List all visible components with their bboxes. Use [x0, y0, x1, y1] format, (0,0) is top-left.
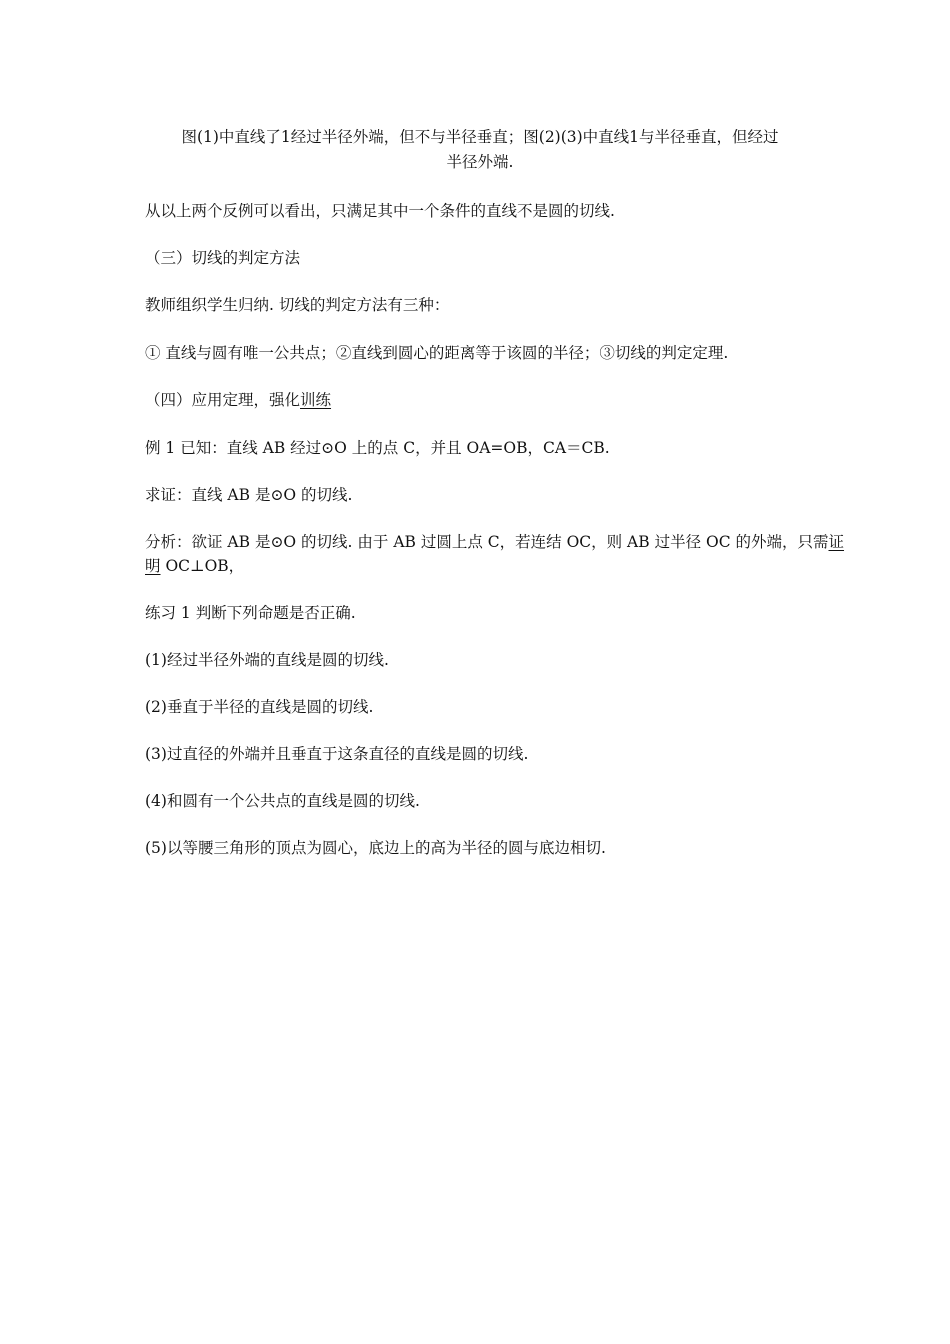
analysis-text: 分析：欲证 AB 是⊙O 的切线. 由于 AB 过圆上点 C，若连结 OC，则 AB 过半径 OC 的外端，只需 [145, 533, 829, 551]
paragraph-teacher-summary: 教师组织学生归纳. 切线的判定方法有三种： [145, 296, 450, 314]
section-heading-tangent-methods: （三）切线的判定方法 [145, 249, 301, 267]
figure-caption-line-2: 半径外端. [446, 153, 514, 171]
paragraph-counterexample-conclusion: 从以上两个反例可以看出，只满足其中一个条件的直线不是圆的切线. [145, 202, 615, 220]
section-heading-apply-theorem [145, 388, 815, 412]
heading-underlined-text: 训练 [300, 391, 332, 409]
analysis-line-1 [145, 530, 845, 554]
analysis-underlined-text: 证 [828, 533, 845, 551]
exercise-item: (1)经过半径外端的直线是圆的切线. [145, 651, 389, 669]
analysis-text-2: OC⊥OB， [160, 557, 245, 575]
example-1-given: 例 1 已知：直线 AB 经过⊙O 上的点 C，并且 OA=OB，CA＝CB. [145, 439, 610, 457]
exercise-1-heading: 练习 1 判断下列命题是否正确. [145, 604, 356, 622]
paragraph-three-methods: ① 直线与圆有唯一公共点；②直线到圆心的距离等于该圆的半径；③切线的判定定理. [145, 344, 729, 362]
analysis-underlined-text-2: 明 [145, 557, 161, 575]
analysis-line-2 [145, 554, 815, 578]
figure-caption-line-1: 图(1)中直线了1经过半径外端，但不与半径垂直；图(2)(3)中直线1与半径垂直，但经过 [181, 128, 779, 146]
exercise-item: (4)和圆有一个公共点的直线是圆的切线. [145, 792, 420, 810]
example-1-prove: 求证：直线 AB 是⊙O 的切线. [145, 486, 353, 504]
exercise-item: (3)过直径的外端并且垂直于这条直径的直线是圆的切线. [145, 745, 529, 763]
exercise-item: (2)垂直于半径的直线是圆的切线. [145, 698, 374, 716]
exercise-item: (5)以等腰三角形的顶点为圆心，底边上的高为半径的圆与底边相切. [145, 839, 606, 857]
heading-text: （四）应用定理，强化 [145, 391, 301, 409]
